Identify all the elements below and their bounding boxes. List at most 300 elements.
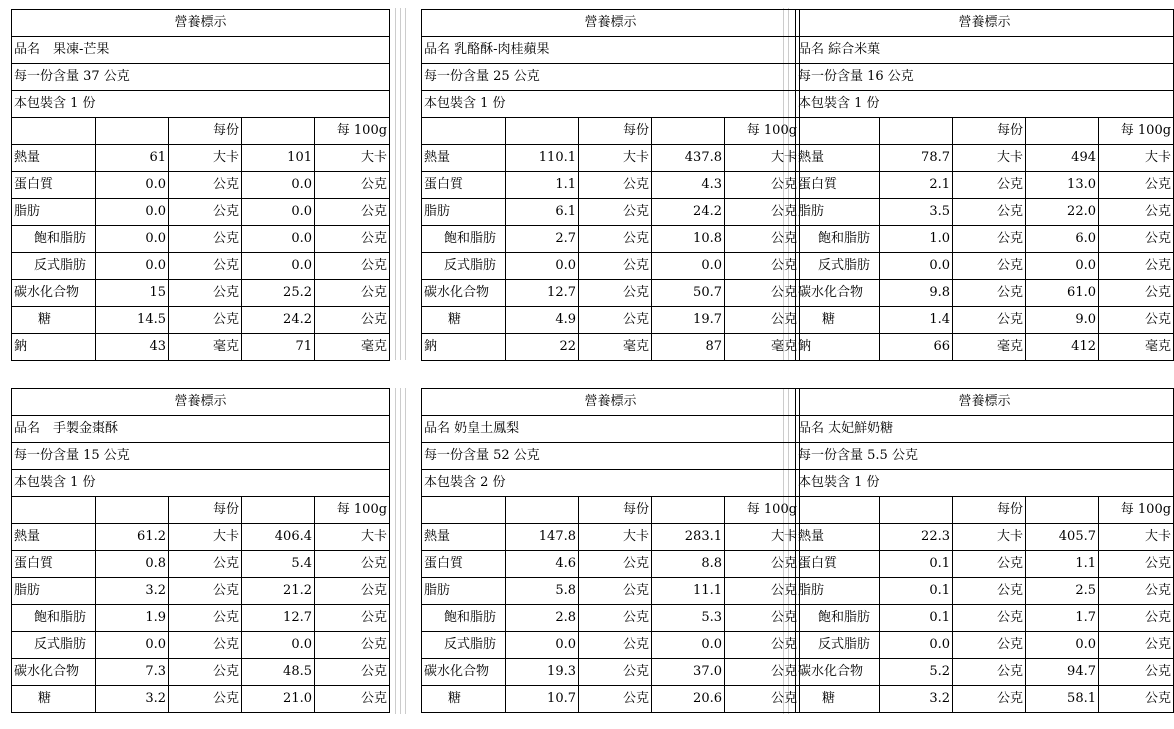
per-serving-unit: 公克 [579, 199, 652, 226]
per-serving-value: 3.2 [96, 686, 169, 713]
per-100g-unit: 公克 [725, 578, 800, 605]
per-100g-header: 每 100g [1099, 118, 1174, 145]
per-serving-unit: 公克 [953, 551, 1026, 578]
per-100g-unit: 公克 [315, 686, 390, 713]
calories-label: 熱量 [422, 524, 506, 551]
nutrient-row [796, 253, 1174, 280]
per-serving-value: 1.4 [880, 307, 953, 334]
per-serving-value: 61 [96, 145, 169, 172]
per-serving-value: 15 [96, 280, 169, 307]
nutrient-row [12, 659, 390, 686]
nutrient-row [12, 551, 390, 578]
per-serving-value: 2.7 [506, 226, 579, 253]
nutrient-row [422, 659, 800, 686]
per-serving-unit: 公克 [169, 551, 242, 578]
fat-label: 脂肪 [12, 199, 96, 226]
column-divider [405, 388, 406, 714]
protein-label: 蛋白質 [422, 551, 506, 578]
nutrient-row [422, 280, 800, 307]
nutrition-table [795, 9, 1174, 361]
fat-label: 脂肪 [422, 199, 506, 226]
per-100g-unit: 大卡 [725, 145, 800, 172]
per-serving-unit: 大卡 [169, 524, 242, 551]
per-100g-value: 4.3 [652, 172, 725, 199]
nutrient-row [796, 605, 1174, 632]
column-divider [400, 388, 401, 714]
per-100g-value: 283.1 [652, 524, 725, 551]
per-serving-unit: 公克 [169, 632, 242, 659]
per-serving-unit: 公克 [953, 253, 1026, 280]
per-serving-unit: 大卡 [579, 145, 652, 172]
per-100g-value: 0.0 [242, 199, 315, 226]
per-serving-unit: 公克 [579, 253, 652, 280]
per-serving-unit: 公克 [169, 605, 242, 632]
per-serving-header: 每份 [579, 118, 652, 145]
column-divider [400, 8, 401, 360]
per-100g-value: 494 [1026, 145, 1099, 172]
per-serving-value: 5.8 [506, 578, 579, 605]
per-serving-unit: 毫克 [169, 334, 242, 361]
per-100g-unit: 公克 [725, 280, 800, 307]
per-100g-value: 22.0 [1026, 199, 1099, 226]
header-blank [422, 118, 506, 145]
per-100g-unit: 公克 [725, 226, 800, 253]
per-serving-unit: 公克 [169, 199, 242, 226]
per-100g-unit: 公克 [1099, 199, 1174, 226]
per-serving-unit: 大卡 [579, 524, 652, 551]
per-100g-unit: 公克 [315, 659, 390, 686]
per-serving-unit: 公克 [953, 659, 1026, 686]
nutrient-row [796, 551, 1174, 578]
label-title: 營養標示 [422, 389, 800, 416]
per-serving-value: 3.2 [96, 578, 169, 605]
nutrient-row [12, 253, 390, 280]
nutrient-row [796, 632, 1174, 659]
protein-label: 蛋白質 [12, 551, 96, 578]
product-name: 品名 太妃鮮奶糖 [796, 416, 1174, 443]
saturated-fat-label: 飽和脂肪 [796, 605, 880, 632]
nutrition-label-panel [11, 388, 389, 713]
sodium-label: 鈉 [12, 334, 96, 361]
per-100g-unit: 公克 [1099, 605, 1174, 632]
per-100g-unit: 毫克 [1099, 334, 1174, 361]
per-100g-value: 1.7 [1026, 605, 1099, 632]
per-serving-value: 0.0 [506, 253, 579, 280]
per-100g-value: 10.8 [652, 226, 725, 253]
per-serving-value: 2.8 [506, 605, 579, 632]
per-100g-value: 9.0 [1026, 307, 1099, 334]
sodium-label: 鈉 [796, 334, 880, 361]
per-100g-value: 405.7 [1026, 524, 1099, 551]
nutrient-row [422, 226, 800, 253]
per-serving-unit: 公克 [169, 280, 242, 307]
per-serving-unit: 公克 [953, 307, 1026, 334]
nutrient-row [422, 524, 800, 551]
per-100g-value: 13.0 [1026, 172, 1099, 199]
per-serving-unit: 公克 [953, 578, 1026, 605]
per-100g-value: 11.1 [652, 578, 725, 605]
per-100g-unit: 公克 [315, 226, 390, 253]
per-100g-unit: 公克 [725, 172, 800, 199]
calories-label: 熱量 [796, 145, 880, 172]
nutrition-label-panel [421, 388, 799, 713]
per-100g-unit: 公克 [1099, 226, 1174, 253]
nutrient-row [12, 145, 390, 172]
product-name: 品名 綜合米菓 [796, 37, 1174, 64]
per-100g-unit: 大卡 [725, 524, 800, 551]
header-blank [422, 497, 506, 524]
nutrition-label-panel [795, 388, 1173, 713]
per-serving-value: 0.0 [96, 172, 169, 199]
header-blank [96, 118, 169, 145]
nutrition-table [11, 388, 390, 713]
per-100g-unit: 公克 [725, 632, 800, 659]
per-serving-value: 19.3 [506, 659, 579, 686]
sugar-label: 糖 [12, 307, 96, 334]
nutrient-row [12, 226, 390, 253]
per-100g-value: 58.1 [1026, 686, 1099, 713]
servings-per-package: 本包裝含 1 份 [12, 470, 390, 497]
per-100g-unit: 公克 [1099, 632, 1174, 659]
per-serving-value: 0.0 [880, 632, 953, 659]
carbohydrate-label: 碳水化合物 [796, 280, 880, 307]
trans-fat-label: 反式脂肪 [796, 253, 880, 280]
header-blank [242, 118, 315, 145]
nutrient-row [12, 632, 390, 659]
product-name: 品名 乳酪酥-肉桂蘋果 [422, 37, 800, 64]
per-100g-value: 48.5 [242, 659, 315, 686]
per-serving-unit: 公克 [579, 226, 652, 253]
per-100g-value: 21.2 [242, 578, 315, 605]
header-blank [1026, 118, 1099, 145]
per-serving-unit: 大卡 [169, 145, 242, 172]
fat-label: 脂肪 [12, 578, 96, 605]
per-100g-unit: 公克 [315, 172, 390, 199]
nutrient-row [12, 578, 390, 605]
serving-size: 每一份含量 37 公克 [12, 64, 390, 91]
per-100g-unit: 大卡 [1099, 145, 1174, 172]
per-serving-unit: 公克 [579, 659, 652, 686]
nutrition-table [11, 9, 390, 361]
per-100g-header: 每 100g [1099, 497, 1174, 524]
sugar-label: 糖 [422, 686, 506, 713]
per-serving-value: 0.0 [96, 253, 169, 280]
nutrient-row [12, 686, 390, 713]
serving-size: 每一份含量 5.5 公克 [796, 443, 1174, 470]
carbohydrate-label: 碳水化合物 [422, 659, 506, 686]
per-serving-value: 10.7 [506, 686, 579, 713]
servings-per-package: 本包裝含 1 份 [422, 91, 800, 118]
fat-label: 脂肪 [796, 578, 880, 605]
per-100g-value: 19.7 [652, 307, 725, 334]
nutrient-row [12, 307, 390, 334]
per-100g-unit: 公克 [315, 605, 390, 632]
per-serving-value: 22.3 [880, 524, 953, 551]
nutrient-row [12, 172, 390, 199]
per-serving-value: 0.0 [880, 253, 953, 280]
protein-label: 蛋白質 [12, 172, 96, 199]
fat-label: 脂肪 [796, 199, 880, 226]
per-serving-value: 0.0 [96, 632, 169, 659]
nutrient-row [422, 253, 800, 280]
nutrient-row [12, 280, 390, 307]
nutrient-row [796, 334, 1174, 361]
per-100g-unit: 大卡 [315, 524, 390, 551]
per-serving-value: 14.5 [96, 307, 169, 334]
per-serving-value: 0.1 [880, 551, 953, 578]
per-serving-value: 66 [880, 334, 953, 361]
servings-per-package: 本包裝含 2 份 [422, 470, 800, 497]
per-serving-value: 0.8 [96, 551, 169, 578]
per-100g-unit: 公克 [315, 578, 390, 605]
per-serving-value: 61.2 [96, 524, 169, 551]
per-100g-unit: 公克 [725, 199, 800, 226]
per-100g-unit: 公克 [1099, 551, 1174, 578]
header-blank [242, 497, 315, 524]
per-100g-value: 0.0 [242, 226, 315, 253]
per-100g-unit: 公克 [1099, 172, 1174, 199]
per-serving-value: 3.5 [880, 199, 953, 226]
saturated-fat-label: 飽和脂肪 [12, 226, 96, 253]
column-divider [395, 8, 396, 360]
calories-label: 熱量 [12, 524, 96, 551]
saturated-fat-label: 飽和脂肪 [422, 226, 506, 253]
per-100g-header: 每 100g [315, 118, 390, 145]
per-100g-header: 每 100g [725, 497, 800, 524]
carbohydrate-label: 碳水化合物 [796, 659, 880, 686]
nutrient-row [422, 686, 800, 713]
per-serving-value: 0.0 [506, 632, 579, 659]
per-serving-unit: 毫克 [579, 334, 652, 361]
per-serving-value: 1.9 [96, 605, 169, 632]
header-blank [796, 497, 880, 524]
per-100g-value: 437.8 [652, 145, 725, 172]
sugar-label: 糖 [796, 307, 880, 334]
header-blank [506, 497, 579, 524]
per-100g-value: 6.0 [1026, 226, 1099, 253]
header-blank [1026, 497, 1099, 524]
per-serving-header: 每份 [953, 497, 1026, 524]
per-100g-unit: 毫克 [315, 334, 390, 361]
per-100g-value: 1.1 [1026, 551, 1099, 578]
per-100g-value: 0.0 [242, 632, 315, 659]
serving-size: 每一份含量 25 公克 [422, 64, 800, 91]
per-100g-value: 0.0 [652, 632, 725, 659]
per-serving-unit: 公克 [579, 172, 652, 199]
per-100g-unit: 公克 [725, 605, 800, 632]
header-blank [652, 497, 725, 524]
per-serving-value: 1.1 [506, 172, 579, 199]
per-100g-value: 37.0 [652, 659, 725, 686]
nutrient-row [12, 334, 390, 361]
nutrition-table [795, 388, 1174, 713]
label-title: 營養標示 [422, 10, 800, 37]
calories-label: 熱量 [422, 145, 506, 172]
per-serving-unit: 公克 [953, 632, 1026, 659]
product-name: 品名 奶皇土鳳梨 [422, 416, 800, 443]
per-serving-unit: 毫克 [953, 334, 1026, 361]
header-blank [880, 118, 953, 145]
nutrient-row [796, 659, 1174, 686]
per-serving-value: 78.7 [880, 145, 953, 172]
per-100g-value: 8.8 [652, 551, 725, 578]
per-100g-unit: 公克 [725, 686, 800, 713]
per-serving-value: 1.0 [880, 226, 953, 253]
nutrient-row [796, 280, 1174, 307]
per-100g-value: 0.0 [652, 253, 725, 280]
per-100g-value: 61.0 [1026, 280, 1099, 307]
nutrient-row [12, 199, 390, 226]
per-100g-unit: 公克 [1099, 578, 1174, 605]
per-serving-value: 9.8 [880, 280, 953, 307]
per-100g-unit: 公克 [725, 307, 800, 334]
nutrient-row [796, 307, 1174, 334]
per-100g-value: 0.0 [1026, 632, 1099, 659]
trans-fat-label: 反式脂肪 [12, 253, 96, 280]
sugar-label: 糖 [12, 686, 96, 713]
column-divider [405, 8, 406, 360]
trans-fat-label: 反式脂肪 [422, 253, 506, 280]
per-100g-value: 24.2 [652, 199, 725, 226]
nutrition-table [421, 388, 800, 713]
nutrient-row [422, 578, 800, 605]
nutrient-row [422, 172, 800, 199]
label-title: 營養標示 [12, 389, 390, 416]
servings-per-package: 本包裝含 1 份 [12, 91, 390, 118]
per-serving-value: 0.0 [96, 226, 169, 253]
per-100g-unit: 大卡 [315, 145, 390, 172]
per-100g-unit: 公克 [1099, 659, 1174, 686]
header-blank [506, 118, 579, 145]
per-100g-value: 25.2 [242, 280, 315, 307]
per-serving-unit: 公克 [169, 578, 242, 605]
per-serving-value: 0.0 [96, 199, 169, 226]
nutrient-row [422, 605, 800, 632]
per-serving-value: 43 [96, 334, 169, 361]
per-100g-value: 0.0 [242, 172, 315, 199]
per-serving-value: 2.1 [880, 172, 953, 199]
serving-size: 每一份含量 52 公克 [422, 443, 800, 470]
saturated-fat-label: 飽和脂肪 [796, 226, 880, 253]
calories-label: 熱量 [12, 145, 96, 172]
per-100g-header: 每 100g [725, 118, 800, 145]
per-100g-value: 24.2 [242, 307, 315, 334]
trans-fat-label: 反式脂肪 [422, 632, 506, 659]
per-serving-value: 3.2 [880, 686, 953, 713]
per-100g-value: 50.7 [652, 280, 725, 307]
nutrition-label-panel [421, 9, 799, 361]
per-100g-value: 21.0 [242, 686, 315, 713]
per-serving-unit: 公克 [579, 605, 652, 632]
per-serving-unit: 公克 [579, 280, 652, 307]
header-blank [880, 497, 953, 524]
product-name: 品名 果凍-芒果 [12, 37, 390, 64]
calories-label: 熱量 [796, 524, 880, 551]
per-serving-unit: 公克 [953, 172, 1026, 199]
nutrient-row [422, 307, 800, 334]
servings-per-package: 本包裝含 1 份 [796, 470, 1174, 497]
servings-per-package: 本包裝含 1 份 [796, 91, 1174, 118]
per-100g-unit: 公克 [315, 280, 390, 307]
per-100g-value: 0.0 [1026, 253, 1099, 280]
saturated-fat-label: 飽和脂肪 [422, 605, 506, 632]
per-serving-unit: 公克 [579, 551, 652, 578]
per-100g-value: 12.7 [242, 605, 315, 632]
per-serving-value: 110.1 [506, 145, 579, 172]
header-blank [12, 118, 96, 145]
per-serving-value: 6.1 [506, 199, 579, 226]
per-100g-value: 101 [242, 145, 315, 172]
nutrient-row [422, 334, 800, 361]
per-100g-unit: 公克 [725, 253, 800, 280]
per-100g-value: 412 [1026, 334, 1099, 361]
label-title: 營養標示 [12, 10, 390, 37]
per-serving-value: 22 [506, 334, 579, 361]
per-100g-value: 94.7 [1026, 659, 1099, 686]
per-100g-value: 2.5 [1026, 578, 1099, 605]
per-serving-value: 12.7 [506, 280, 579, 307]
nutrient-row [796, 524, 1174, 551]
product-name: 品名 手製金棗酥 [12, 416, 390, 443]
header-blank [12, 497, 96, 524]
carbohydrate-label: 碳水化合物 [422, 280, 506, 307]
label-title: 營養標示 [796, 10, 1174, 37]
per-serving-unit: 公克 [579, 632, 652, 659]
protein-label: 蛋白質 [422, 172, 506, 199]
nutrient-row [796, 686, 1174, 713]
per-serving-unit: 公克 [953, 605, 1026, 632]
protein-label: 蛋白質 [796, 551, 880, 578]
per-100g-unit: 公克 [725, 551, 800, 578]
sodium-label: 鈉 [422, 334, 506, 361]
carbohydrate-label: 碳水化合物 [12, 280, 96, 307]
per-100g-value: 0.0 [242, 253, 315, 280]
nutrient-row [796, 226, 1174, 253]
per-serving-header: 每份 [169, 118, 242, 145]
sugar-label: 糖 [796, 686, 880, 713]
fat-label: 脂肪 [422, 578, 506, 605]
header-blank [796, 118, 880, 145]
per-100g-unit: 公克 [1099, 253, 1174, 280]
per-serving-unit: 大卡 [953, 524, 1026, 551]
per-serving-header: 每份 [169, 497, 242, 524]
carbohydrate-label: 碳水化合物 [12, 659, 96, 686]
per-serving-value: 0.1 [880, 605, 953, 632]
nutrient-row [422, 551, 800, 578]
per-serving-value: 7.3 [96, 659, 169, 686]
per-serving-unit: 公克 [169, 686, 242, 713]
saturated-fat-label: 飽和脂肪 [12, 605, 96, 632]
per-100g-unit: 公克 [315, 551, 390, 578]
nutrient-row [422, 632, 800, 659]
per-serving-unit: 公克 [169, 253, 242, 280]
per-100g-unit: 公克 [1099, 307, 1174, 334]
per-100g-value: 20.6 [652, 686, 725, 713]
per-100g-unit: 公克 [315, 632, 390, 659]
per-100g-unit: 公克 [315, 199, 390, 226]
per-serving-unit: 公克 [953, 199, 1026, 226]
per-serving-value: 147.8 [506, 524, 579, 551]
serving-size: 每一份含量 15 公克 [12, 443, 390, 470]
per-serving-value: 0.1 [880, 578, 953, 605]
per-serving-unit: 大卡 [953, 145, 1026, 172]
per-serving-unit: 公克 [169, 226, 242, 253]
header-blank [96, 497, 169, 524]
per-100g-header: 每 100g [315, 497, 390, 524]
per-serving-unit: 公克 [169, 172, 242, 199]
nutrient-row [796, 199, 1174, 226]
per-serving-value: 4.9 [506, 307, 579, 334]
